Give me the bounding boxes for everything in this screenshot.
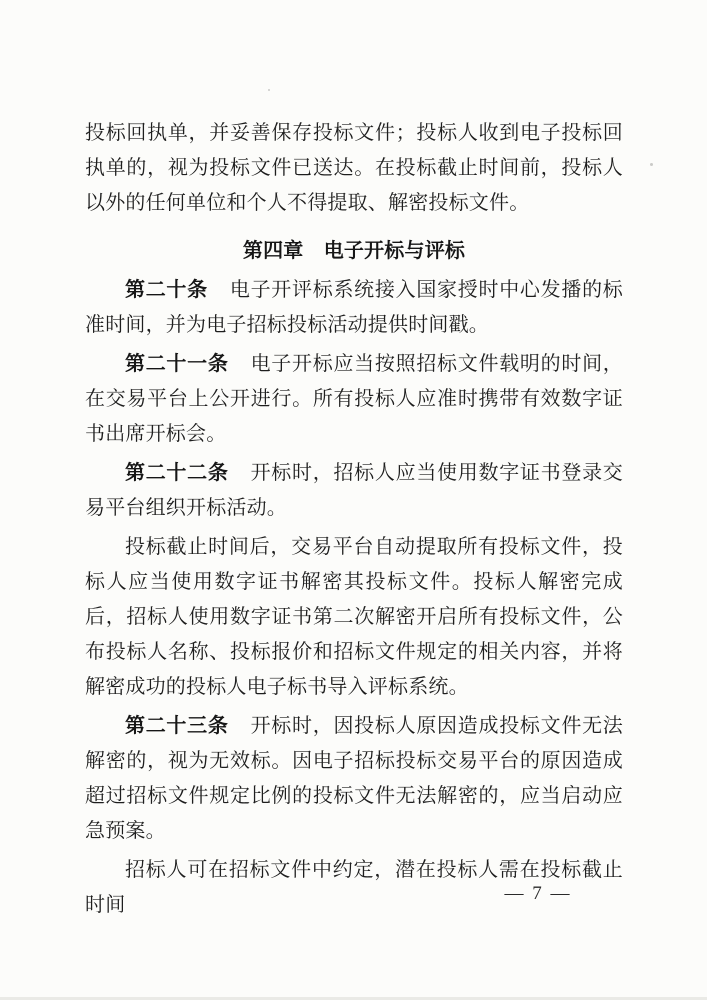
- article-22-number: 第二十二条: [125, 462, 229, 484]
- article-22-text: 开标时，招标人应当使用数字证书登录交易平台组织开标活动。: [85, 462, 623, 519]
- scan-speck: [268, 89, 270, 91]
- article-23-text: 开标时，因投标人原因造成投标文件无法解密的，视为无效标。因电子招标投标交易平台的原因造成超过招标文件规定比例的投标文件无法解密的，应当启动应急预案。: [85, 715, 623, 842]
- page-footer: [478, 883, 598, 905]
- article-21: [85, 347, 623, 452]
- page-number: — 7 —: [504, 883, 572, 904]
- document-body: [85, 116, 623, 923]
- article-20-number: 第二十条: [125, 279, 208, 301]
- paragraph-tender-agreement: 招标人可在招标文件中约定，潜在投标人需在投标截止时间: [85, 859, 623, 916]
- article-23-number: 第二十三条: [125, 715, 229, 737]
- paragraph-decrypt-procedure: 投标截止时间后，交易平台自动提取所有投标文件，投标人应当使用数字证书解密其投标文件。投标人解密完成后，招标人使用数字证书第二次解密开启所有投标文件，公布投标人名称、投标报价和招标文件规定的相关内容，并将解密成功的投标人电子标书导入评标系统。: [85, 536, 623, 698]
- article-20-text: 电子开评标系统接入国家授时中心发播的标准时间，并为电子招标投标活动提供时间戳。: [85, 279, 623, 336]
- chapter-heading: 第四章 电子开标与评标: [242, 240, 466, 262]
- scan-speck: [650, 163, 653, 166]
- article-20: [85, 273, 623, 343]
- article-22: [85, 456, 623, 526]
- paragraph-continuation: 投标回执单，并妥善保存投标文件；投标人收到电子投标回执单的，视为投标文件已送达。在投标截止时间前，投标人以外的任何单位和个人不得提取、解密投标文件。: [85, 122, 623, 214]
- article-21-number: 第二十一条: [125, 353, 229, 375]
- article-21-text: 电子开标应当按照招标文件载明的时间，在交易平台上公开进行。所有投标人应准时携带有效数字证书出席开标会。: [85, 353, 623, 445]
- article-23: [85, 709, 623, 849]
